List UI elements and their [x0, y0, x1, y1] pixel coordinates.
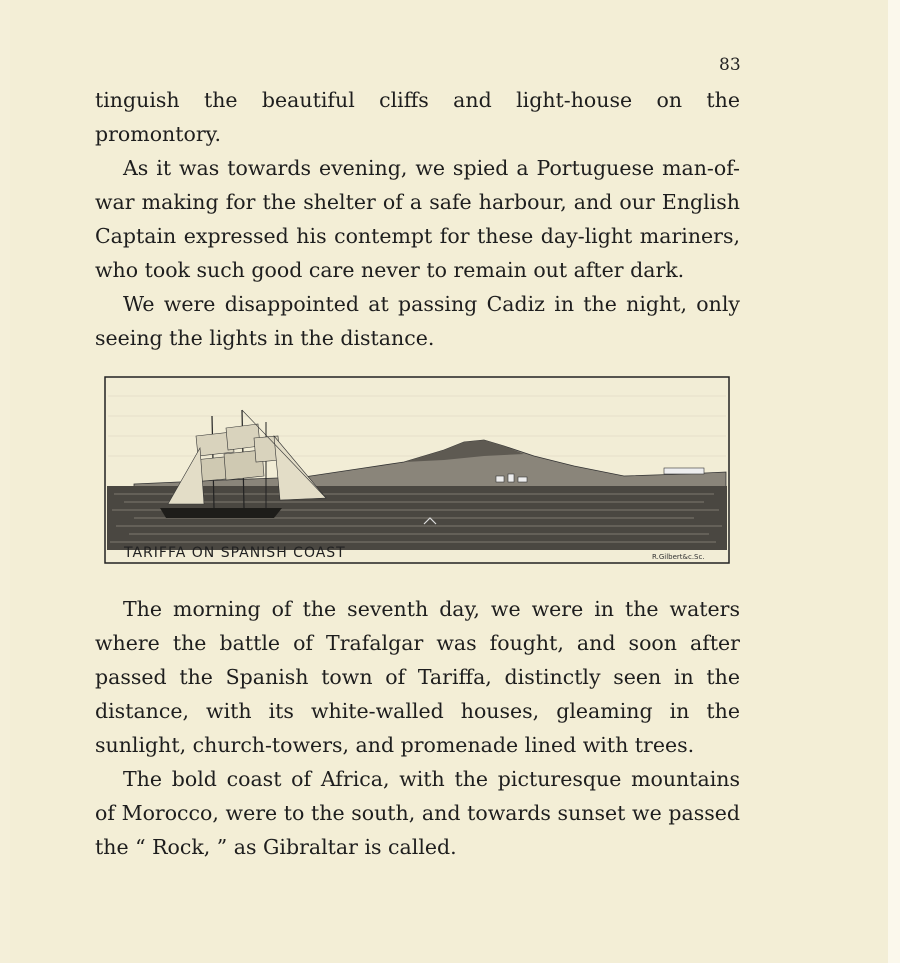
- paragraph-4: The morning of the seventh day, we were in the waters where the battle of Trafalgar was fought, and soon after passed the Spanish town of Tariffa, distinctly seen in the distance, with its white-walled houses, gleaming in the sunlight, church-towers, and promenade lined with trees.: [95, 597, 740, 757]
- paragraph-5: The bold coast of Africa, with the picturesque mountains of Morocco, were to the south, and towards sunset we passed the “ Rock, ” as Gibraltar is called.: [95, 767, 740, 859]
- paragraph-1: tinguish the beautiful cliffs and light-house on the promontory.: [95, 88, 740, 146]
- engraving-tariffa: [104, 376, 730, 564]
- page-edge: [888, 0, 900, 963]
- page-number: 83: [719, 55, 741, 75]
- paragraph-2: As it was towards evening, we spied a Portuguese man-of-war making for the shelter of a safe harbour, and our English Captain expressed his contempt for these day-light mariners, who took such good care never to remain out after dark.: [95, 156, 740, 282]
- engraving-illustration: [104, 376, 730, 564]
- paragraph-3: We were disappointed at passing Cadiz in the night, only seeing the lights in the distance.: [95, 292, 740, 350]
- engraving-caption: TARIFFA ON SPANISH COAST: [124, 545, 346, 561]
- engraver-signature: R.Gilbert&c.Sc.: [652, 553, 705, 561]
